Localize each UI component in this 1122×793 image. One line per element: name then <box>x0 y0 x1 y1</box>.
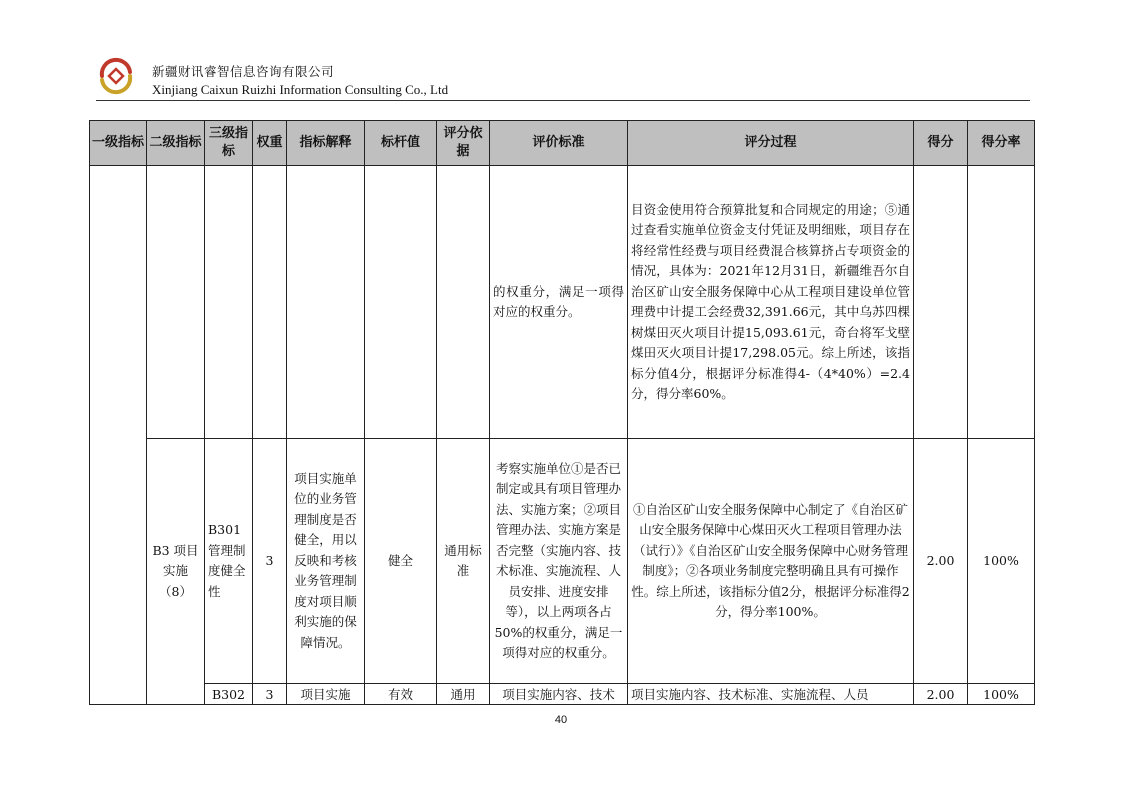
header-divider <box>96 100 1030 101</box>
table-row <box>90 439 1035 684</box>
process-cell-b302: 项目实施内容、技术标准、实施流程、人员 <box>628 684 914 705</box>
page-number: 40 <box>554 714 568 726</box>
weight-cell-b301: 3 <box>253 439 287 684</box>
level2-cell-b3: B3 项目实施（8） <box>147 439 205 705</box>
table-row <box>90 166 1035 439</box>
benchmark-cell-b302: 有效 <box>365 684 437 705</box>
basis-cell-b301: 通用标准 <box>437 439 490 684</box>
standard-cell-b301: 考察实施单位①是否已制定或具有项目管理办法、实施方案；②项目管理办法、实施方案是否完整（实施内容、技术标准、实施流程、人员安排、进度安排等），以上两项各占50%的权重分，满足一项得对应的权重分。 <box>490 439 628 684</box>
company-name-cn: 新疆财讯睿智信息咨询有限公司 <box>152 64 335 79</box>
level3-cell-b301: B301管理制度健全性 <box>205 439 253 684</box>
score-cell-b302: 2.00 <box>914 684 968 705</box>
standard-cell-b302: 项目实施内容、技术 <box>490 684 628 705</box>
col-header-rate: 得分率 <box>968 121 1035 166</box>
explanation-cell-b301: 项目实施单位的业务管理制度是否健全，用以反映和考核业务管理制度对项目顺利实施的保障情况。 <box>287 439 365 684</box>
col-header-standard: 评价标准 <box>490 121 628 166</box>
col-header-level3: 三级指标 <box>205 121 253 166</box>
score-cell <box>914 166 968 439</box>
table-header-row <box>90 121 1035 166</box>
col-header-level1: 一级指标 <box>90 121 147 166</box>
col-header-process: 评分过程 <box>628 121 914 166</box>
basis-cell <box>437 166 490 439</box>
col-header-score: 得分 <box>914 121 968 166</box>
level3-cell-b302: B302 <box>205 684 253 705</box>
company-name-en: Xinjiang Caixun Ruizhi Information Consulting Co., Ltd <box>152 82 449 97</box>
basis-cell-b302: 通用 <box>437 684 490 705</box>
evaluation-table <box>89 120 1035 705</box>
process-cell: 目资金使用符合预算批复和合同规定的用途；⑤通过查看实施单位资金支付凭证及明细账，项目存在将经常性经费与项目经费混合核算挤占专项资金的情况，具体为：2021年12月31日，新疆维吾尔自治区矿山安全服务保障中心从工程项目建设单位管理费中计提工会经费32,391.66元，其中乌苏四棵树煤田灭火项目计提15,093.61元，奇台将军戈壁煤田灭火项目计提17,298.05元。综上所述，该指标分值4分，根据评分标准得4-（4*40%）=2.4分，得分率60%。 <box>628 166 914 439</box>
col-header-benchmark: 标杆值 <box>365 121 437 166</box>
rate-cell-b301: 100% <box>968 439 1035 684</box>
rate-cell <box>968 166 1035 439</box>
score-cell-b301: 2.00 <box>914 439 968 684</box>
benchmark-cell-b301: 健全 <box>365 439 437 684</box>
col-header-explanation: 指标解释 <box>287 121 365 166</box>
standard-cell: 的权重分，满足一项得对应的权重分。 <box>490 166 628 439</box>
col-header-weight: 权重 <box>253 121 287 166</box>
col-header-level2: 二级指标 <box>147 121 205 166</box>
level3-cell <box>205 166 253 439</box>
explanation-cell-b302: 项目实施 <box>287 684 365 705</box>
process-cell-b301: ①自治区矿山安全服务保障中心制定了《自治区矿山安全服务保障中心煤田灭火工程项目管理办法（试行）》《自治区矿山安全服务保障中心财务管理制度》；②各项业务制度完整明确且具有可操作性。综上所述，该指标分值2分，根据评分标准得2分，得分率100%。 <box>628 439 914 684</box>
benchmark-cell <box>365 166 437 439</box>
rate-cell-b302: 100% <box>968 684 1035 705</box>
weight-cell-b302: 3 <box>253 684 287 705</box>
table-row <box>90 684 1035 705</box>
company-logo-icon <box>96 56 136 96</box>
level2-cell <box>147 166 205 439</box>
weight-cell <box>253 166 287 439</box>
page-header <box>96 56 1030 102</box>
level1-cell <box>90 166 147 705</box>
col-header-basis: 评分依据 <box>437 121 490 166</box>
explanation-cell <box>287 166 365 439</box>
